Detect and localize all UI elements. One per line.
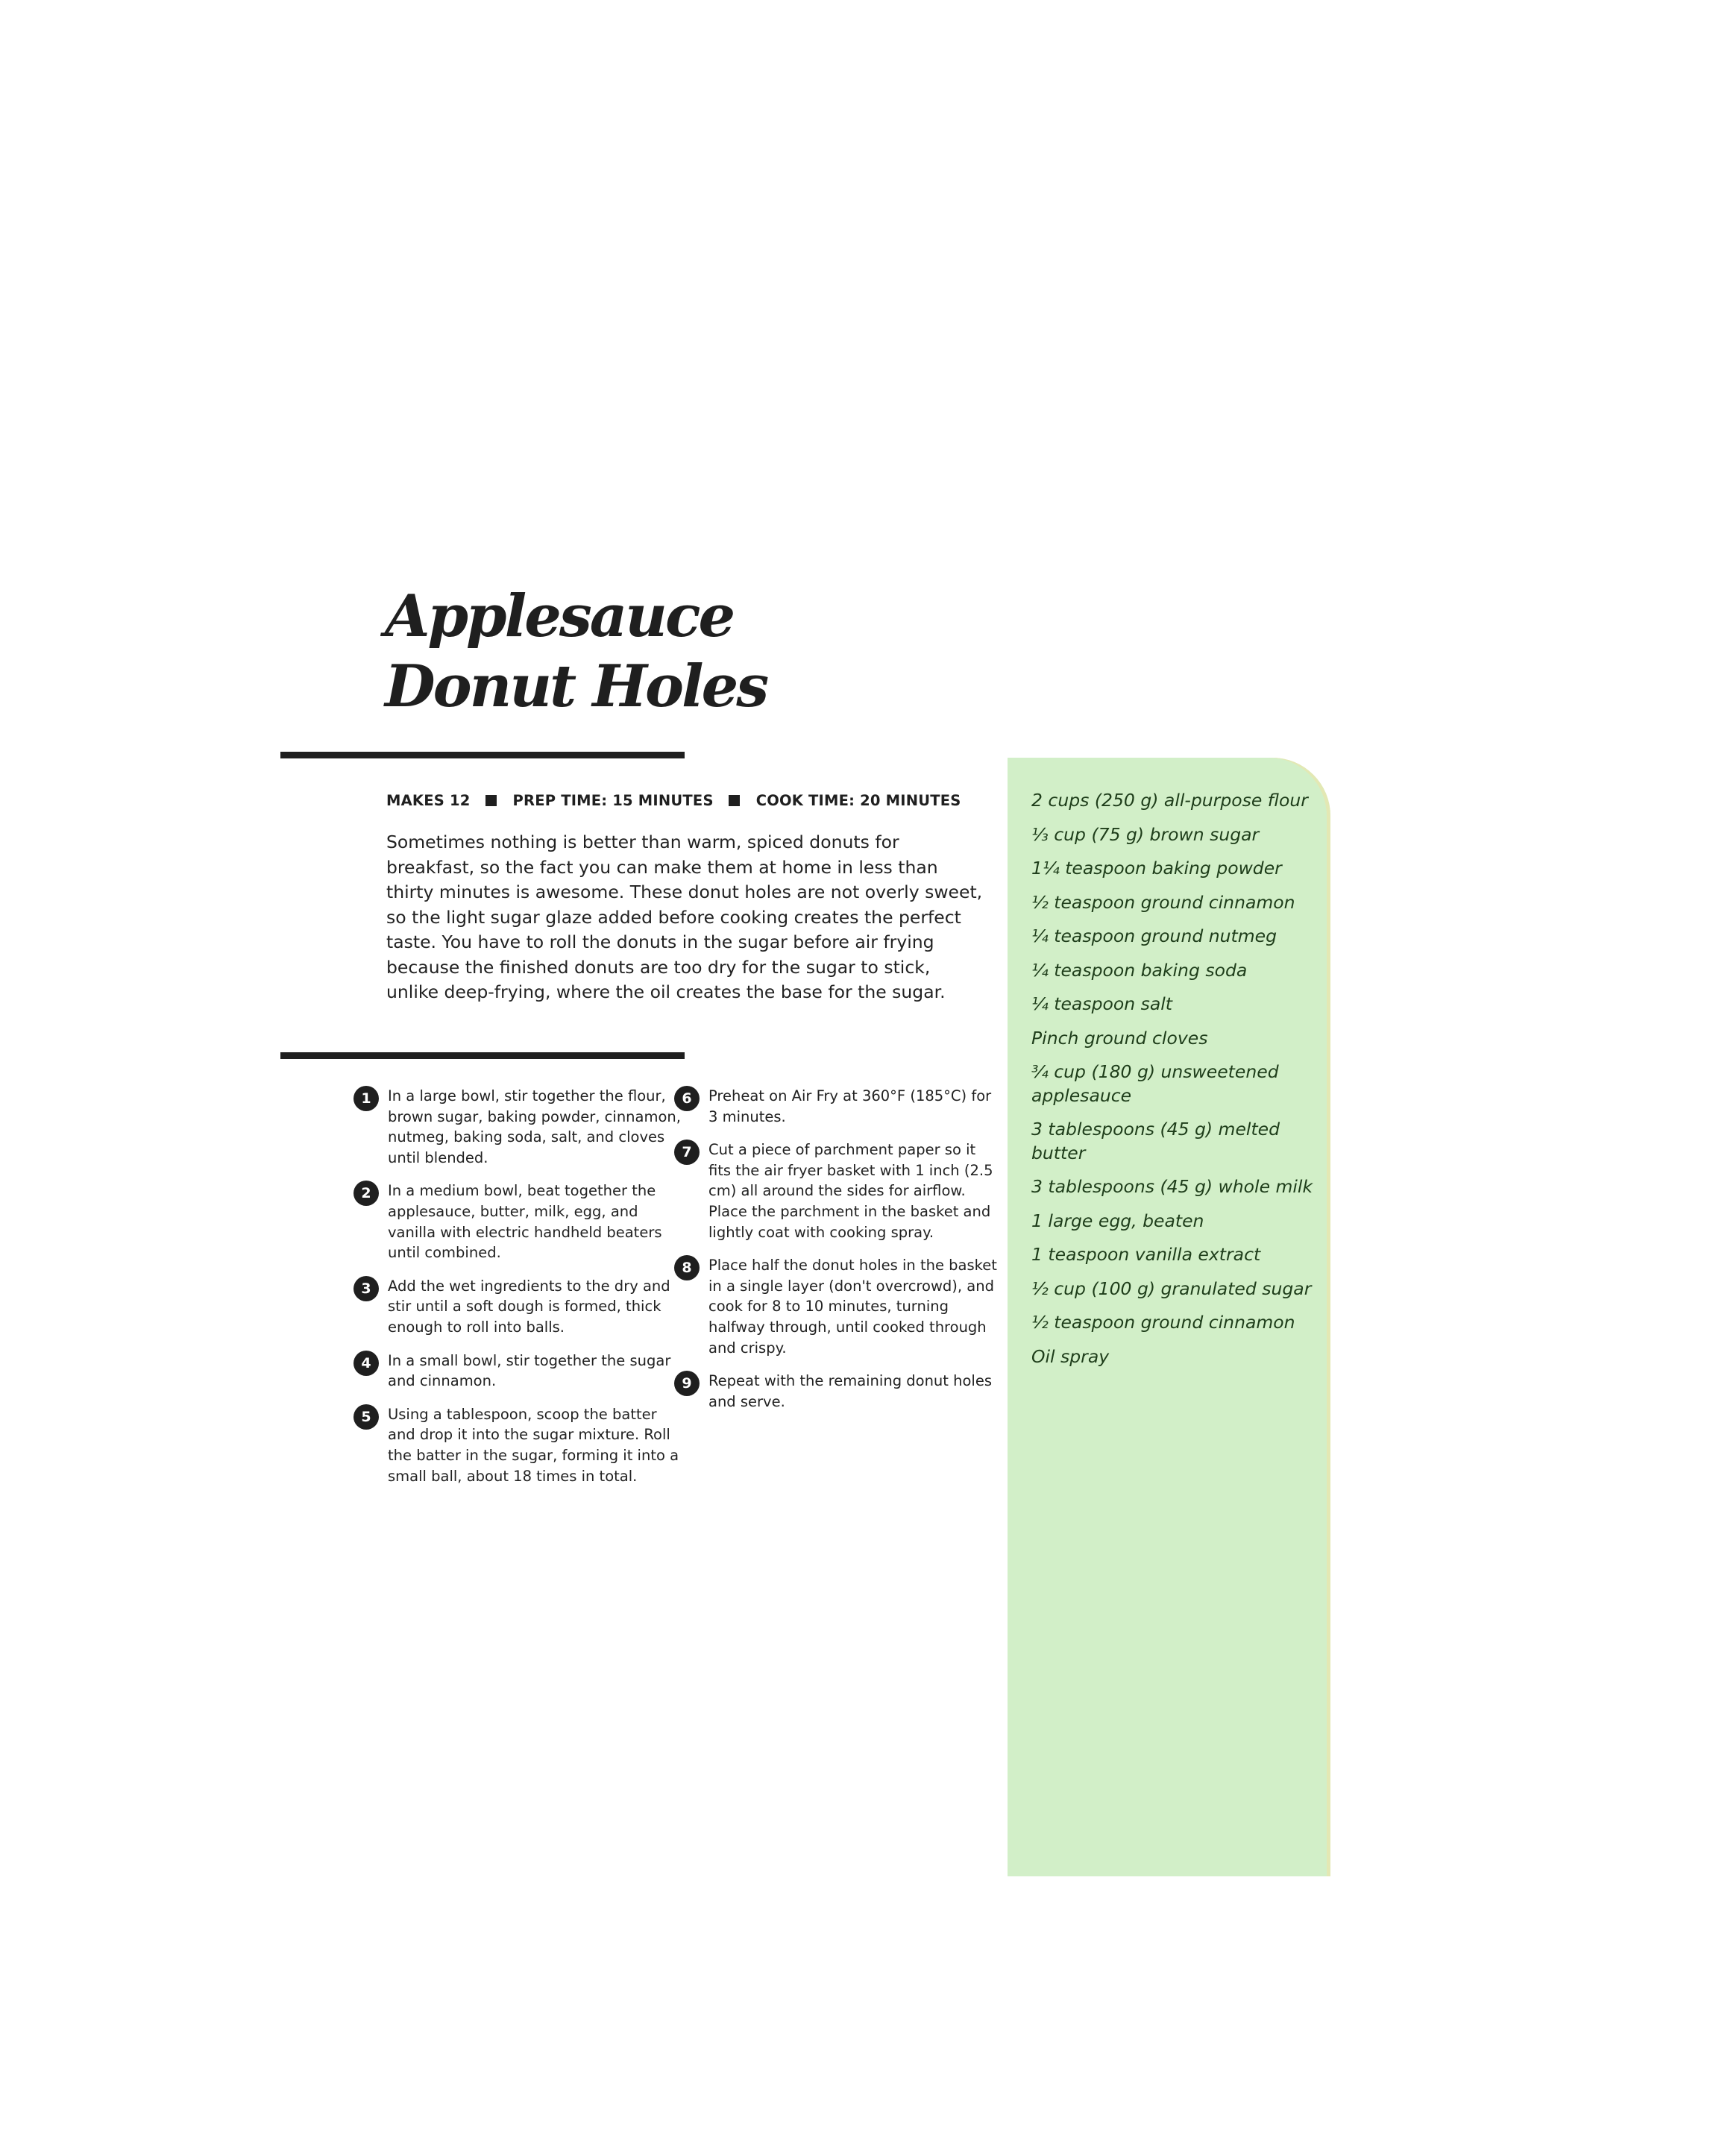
step-number-badge: 4 xyxy=(353,1351,379,1376)
step-text: In a small bowl, stir together the sugar and cinnamon. xyxy=(388,1351,671,1390)
step-item xyxy=(353,1351,682,1392)
top-divider xyxy=(280,752,685,758)
ingredient-item: ¾ cup (180 g) unsweetened applesauce xyxy=(1031,1061,1279,1106)
ingredient-item: ½ cup (100 g) granulated sugar xyxy=(1031,1277,1312,1299)
ingredient-item: 1 teaspoon vanilla extract xyxy=(1031,1244,1261,1265)
ingredient-item: 3 tablespoons (45 g) melted butter xyxy=(1031,1119,1280,1163)
step-text: In a large bowl, stir together the flour, brown sugar, baking powder, cinnamon, nutmeg, baking soda, salt, and cloves until blended. xyxy=(388,1087,681,1166)
ingredient-item: Pinch ground cloves xyxy=(1031,1027,1208,1049)
step-item xyxy=(674,1255,1002,1358)
step-number-badge: 1 xyxy=(353,1086,379,1111)
ingredient-item: 1¼ teaspoon baking powder xyxy=(1031,858,1282,879)
step-number-badge: 5 xyxy=(353,1404,379,1430)
ingredient-item: 2 cups (250 g) all-purpose flour xyxy=(1031,790,1308,811)
step-item xyxy=(353,1276,682,1338)
steps-column-right xyxy=(674,1086,1002,1412)
step-text: Cut a piece of parchment paper so it fits the air fryer basket with 1 inch (2.5 cm) all around the sides for airflow. Place the parchment in the basket and lightly coat with cooking spray. xyxy=(708,1141,993,1241)
recipe-title xyxy=(385,582,767,722)
recipe-meta xyxy=(386,792,961,809)
step-number-badge: 7 xyxy=(674,1140,700,1165)
step-item xyxy=(353,1404,682,1486)
step-item xyxy=(353,1086,682,1168)
step-text: Place half the donut holes in the basket in a single layer (don't overcrowd), and cook for 8 to 10 minutes, turning halfway through, until cooked through and crispy. xyxy=(708,1257,997,1357)
step-number-badge: 6 xyxy=(674,1086,700,1111)
cook-time-label: COOK TIME: 20 MINUTES xyxy=(755,792,961,809)
step-text: Using a tablespoon, scoop the batter and drop it into the sugar mixture. Roll the batter in the sugar, forming it into a small ball, about 18 times in total. xyxy=(388,1405,679,1485)
ingredient-item: ⅓ cup (75 g) brown sugar xyxy=(1031,823,1260,845)
ingredient-item: ¼ teaspoon ground nutmeg xyxy=(1031,925,1277,946)
recipe-title-line1: Applesauce xyxy=(385,582,734,650)
step-number-badge: 9 xyxy=(674,1371,700,1396)
step-item xyxy=(674,1086,1002,1127)
step-number-badge: 8 xyxy=(674,1255,700,1280)
ingredient-item: Oil spray xyxy=(1031,1345,1110,1367)
step-text: Repeat with the remaining donut holes and serve. xyxy=(708,1372,993,1410)
prep-time-label: PREP TIME: 15 MINUTES xyxy=(512,792,714,809)
ingredient-item: ½ teaspoon ground cinnamon xyxy=(1031,891,1295,913)
ingredient-item: 1 large egg, beaten xyxy=(1031,1210,1204,1231)
ingredients-sidebar xyxy=(1008,758,1330,1876)
ingredients-list xyxy=(1031,789,1319,1379)
step-item xyxy=(353,1181,682,1263)
step-item xyxy=(674,1140,1002,1242)
step-number-badge: 3 xyxy=(353,1276,379,1301)
steps-column-left xyxy=(353,1086,682,1486)
step-number-badge: 2 xyxy=(353,1181,379,1206)
step-text: Preheat on Air Fry at 360°F (185°C) for 3 minutes. xyxy=(708,1087,992,1125)
ingredient-item: 3 tablespoons (45 g) whole milk xyxy=(1031,1176,1313,1197)
square-bullet-icon xyxy=(729,795,740,806)
square-bullet-icon xyxy=(485,795,497,806)
ingredient-item: ½ teaspoon ground cinnamon xyxy=(1031,1312,1295,1333)
ingredient-item: ¼ teaspoon baking soda xyxy=(1031,959,1248,981)
ingredient-item: ¼ teaspoon salt xyxy=(1031,993,1172,1014)
step-item xyxy=(674,1371,1002,1412)
recipe-title-line2: Donut Holes xyxy=(385,653,767,720)
step-text: Add the wet ingredients to the dry and stir until a soft dough is formed, thick enough to roll into balls. xyxy=(388,1277,670,1336)
step-text: In a medium bowl, beat together the applesauce, butter, milk, egg, and vanilla with electric handheld beaters until combined. xyxy=(388,1182,662,1262)
recipe-intro: Sometimes nothing is better than warm, spiced donuts for breakfast, so the fact you can make them at home in less than thirty minutes is awesome. These donut holes are not overly sweet, so the light sugar glaze added before cooking creates the perfect taste. You have to roll the donuts in the sugar before air frying because the finished donuts are too dry for the sugar to stick, unlike deep-frying, where the oil creates the base for the sugar. xyxy=(386,832,983,1002)
makes-label: MAKES 12 xyxy=(386,792,471,809)
steps-divider xyxy=(280,1052,685,1059)
